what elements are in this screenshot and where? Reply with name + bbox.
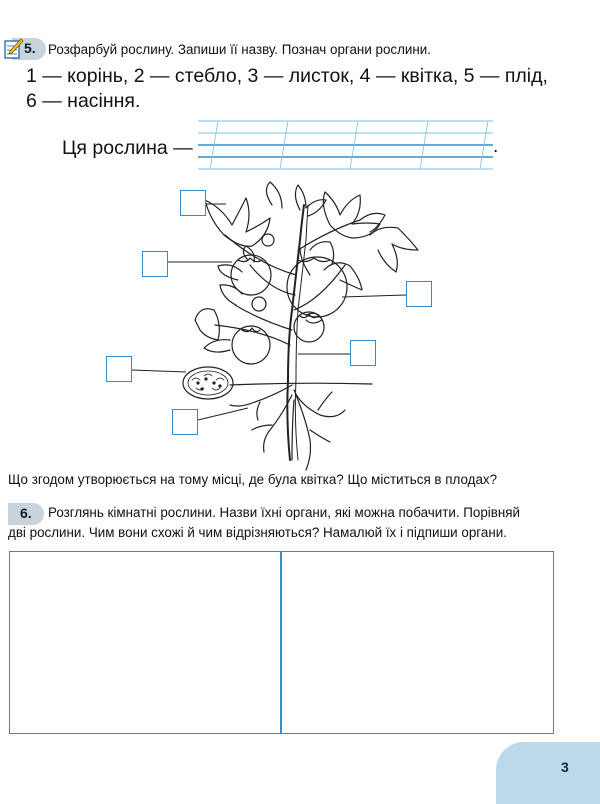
organ-legend — [26, 64, 548, 114]
organ-label-box[interactable] — [106, 356, 132, 382]
plant-name-answer-field[interactable] — [198, 116, 498, 174]
task-5-instruction: Розфарбуй рослину. Запиши її назву. Познач органи рослини. — [48, 42, 432, 57]
organ-label-box[interactable] — [172, 409, 198, 435]
page-number-tab — [496, 742, 600, 804]
task-6-number: 6. — [20, 505, 32, 521]
plant-name-period: . — [493, 136, 499, 157]
task-5-question: Що згодом утворюється на тому місці, де була квітка? Що міститься в плодах? — [8, 472, 498, 487]
legend-line-2: 6 — насіння. — [26, 90, 141, 112]
legend-line-1: 1 — корінь, 2 — стебло, 3 — листок, 4 — квітка, 5 — плід, — [26, 65, 548, 87]
organ-label-box[interactable] — [142, 251, 168, 277]
task-6-header — [8, 503, 48, 525]
page-number: 3 — [561, 759, 569, 775]
organ-label-box[interactable] — [406, 281, 432, 307]
organ-label-box[interactable] — [350, 340, 376, 366]
organ-label-box[interactable] — [180, 190, 206, 216]
tomato-plant-illustration — [0, 180, 600, 480]
drawing-area-divider — [280, 551, 282, 734]
pencil-notebook-icon — [4, 38, 24, 60]
plant-name-prompt: Ця рослина — — [62, 137, 193, 159]
task-6-instruction-line-2: дві рослини. Чим вони схожі й чим відрізняються? Намалюй їх і підпиши органи. — [8, 525, 507, 540]
task-5-number: 5. — [24, 40, 36, 56]
task-6-instruction-line-1: Розглянь кімнатні рослини. Назви їхні органи, які можна побачити. Порівняй — [48, 505, 520, 520]
task-5-header — [4, 38, 44, 60]
